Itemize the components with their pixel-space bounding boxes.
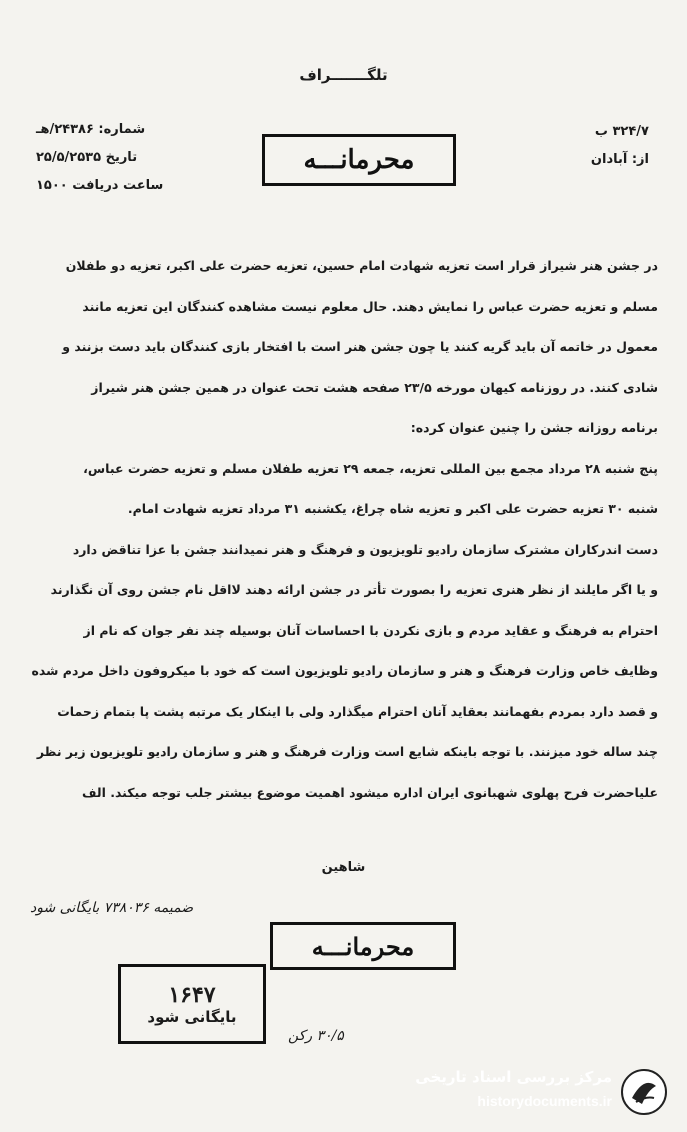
archive-label: بایگانی شود [147,1008,237,1026]
body-line: دست اندرکاران مشترک سازمان رادیو تلویزیون و فرهنگ و هنر نمیدانند جشن با عزا تناقض دارد [72,541,658,557]
handwritten-note: ضمیمه ۷۳۸۰۳۶ بایگانی شود [30,900,194,916]
body-line: شنبه ۳۰ تعزیه حضرت علی اکبر و تعزیه شاه چراغ، یکشنبه ۳۱ مرداد تعزیه شهادت امام. [127,501,658,516]
body-line: برنامه روزانه جشن را چنین عنوان کرده: [410,420,658,435]
signer-name: شاهین [321,860,366,875]
watermark [404,1060,676,1124]
watermark-org-name: مرکز بررسی اسناد تاریخی [415,1068,612,1086]
header-left-block [36,116,163,200]
confidential-stamp-bottom: محرمانـــه [270,922,456,970]
body-line: در جشن هنر شیراز قرار است تعزیه شهادت امام حسین، تعزیه حضرت علی اکبر، تعزیه دو طفلان [65,258,658,273]
body-line: و قصد دارد بمردم بفهمانند بعقاید آنان احترام میگذارد ولی با اینکار یک مرتبه پشت پا بتمام زحمات [57,703,658,719]
archive-stamp [118,964,266,1044]
body-line: پنج شنبه ۲۸ مرداد مجمع بین المللی تعزیه، جمعه ۲۹ تعزیه طفلان مسلم و تعزیه حضرت عباس، [83,460,658,476]
body-line: علیاحضرت فرح پهلوی شهبانوی ایران اداره میشود اهمیت موضوع بیشتر جلب توجه میکند. الف [82,784,658,800]
telegram-date: تاریخ ۲۵/۵/۲۵۳۵ [36,150,138,165]
confidential-stamp-top: محرمانـــه [262,134,456,186]
handwritten-signature: ۳۰/۵ رکن [288,1028,344,1044]
archive-logo-icon [620,1068,668,1116]
receipt-time: ساعت دریافت ۱۵۰۰ [36,178,164,193]
body-line: شادی کنند. در روزنامه کیهان مورخه ۲۳/۵ صفحه هشت تحت عنوان در همین جشن هنر شیراز [91,379,658,395]
body-line: و یا اگر مایلند از نظر هنری تعزیه را بصورت تأتر در جشن ارائه دهند لااقل نام جشن روی آن نگذارند [50,582,658,597]
body-line: چند ساله خود میزنند. با توجه باینکه شایع است وزارت فرهنگ و هنر و سازمان رادیو تلویزیون زیر نظر [36,744,658,759]
archive-number: ۱۶۴۷ [168,982,216,1008]
body-line: وظایف خاص وزارت فرهنگ و هنر و سازمان رادیو تلویزیون است که خود با میکروفون داخل مردم شده [31,663,658,678]
body-line: معمول در خاتمه آن باید گریه کنند یا چون جشن هنر است با افتخار بازی کنندگان باید دست بزنند و [62,339,658,354]
body-line: احترام به فرهنگ و عقاید مردم و بازی نکردن با احساسات آنان بوسیله چند نفر جوان که نام از [83,622,658,638]
document-title: تلگـــــــراف [299,66,388,84]
body-line: مسلم و تعزیه حضرت عباس را نمایش دهند. حال معلوم نیست مشاهده کنندگان این تعزیه مانند [82,298,658,314]
telegram-number: شماره: ۲۴۳۸۶/هـ [36,122,146,137]
watermark-url: historydocuments.ir [477,1093,612,1109]
origin-city: از: آبادان [590,152,649,167]
header-right-block [591,118,649,174]
reference-number: ۳۲۴/۷ ب [594,124,649,139]
telegram-body [30,246,658,813]
